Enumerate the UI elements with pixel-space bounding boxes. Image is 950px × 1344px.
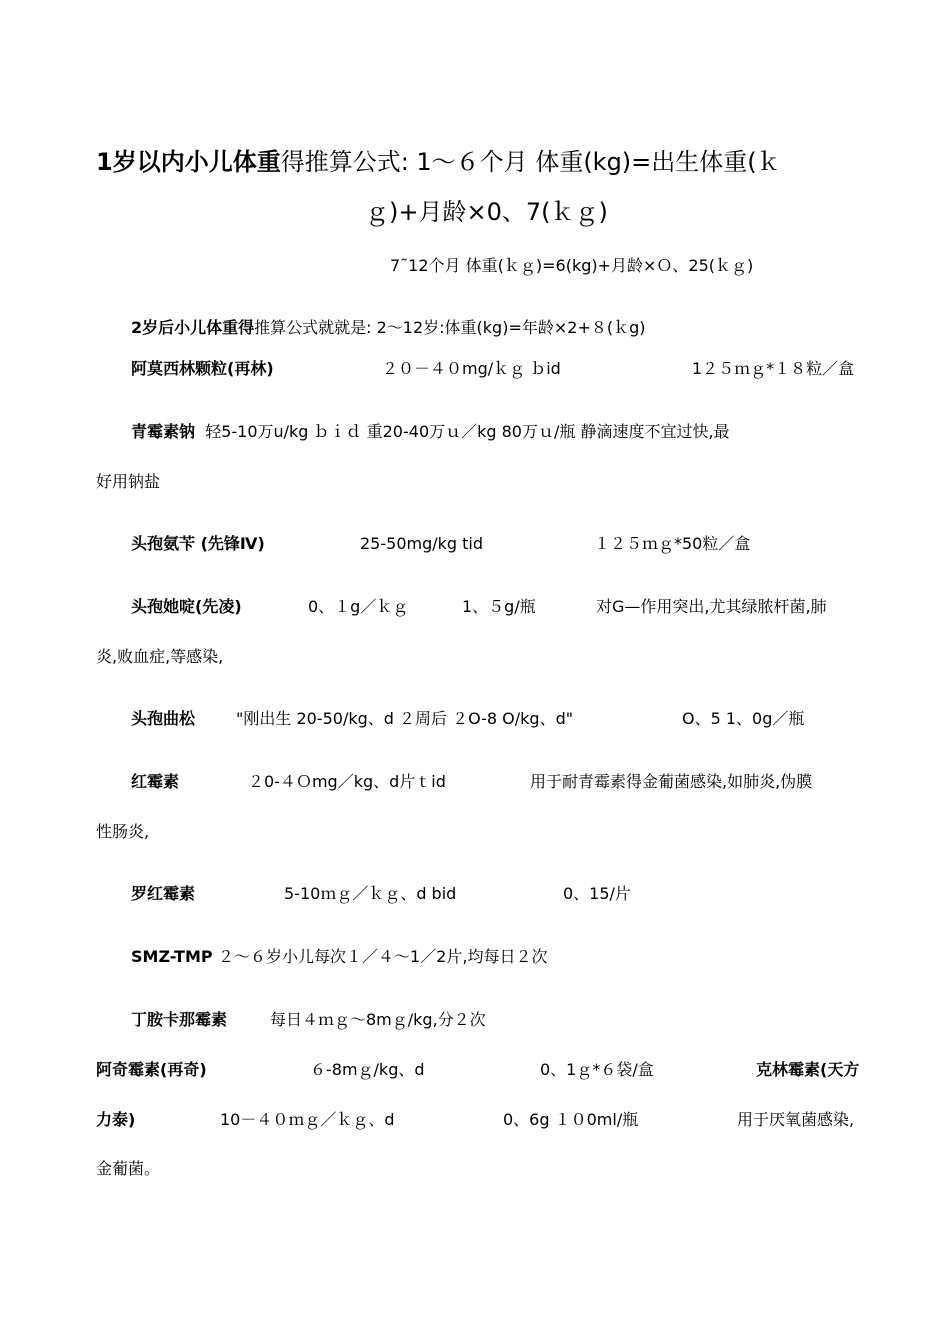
drug-cont-erythromycin: 性肠炎,	[96, 822, 150, 841]
drug-dose-smz-tmp: ２～６岁小儿每次１／４～1／2片,均每日２次	[218, 947, 548, 966]
drug-name-erythromycin: 红霉素	[131, 772, 180, 791]
drug-pack-ceftazidime: 1、５g/瓶	[462, 597, 536, 616]
drug-dose-amikacin: 每日４ｍｇ～8mｇ/kg,分２次	[270, 1010, 486, 1029]
drug-dose-erythromycin: ２0-４Ｏmg／kg、d片ｔid	[248, 772, 446, 791]
drug-dose-ceftriaxone: "刚出生 20-50/kg、d ２周后 ２O-8 O/kg、d"	[236, 709, 574, 728]
drug-name-cefalexin: 头孢氨苄 (先锋Ⅳ)	[131, 534, 265, 553]
title-line-1	[96, 146, 781, 178]
drug-note-clindamycin: 用于厌氧菌感染,	[737, 1110, 855, 1129]
drug-cont-ceftazidime: 炎,败血症,等感染,	[96, 647, 224, 666]
drug-cont-penicillin: 好用钠盐	[96, 472, 161, 491]
drug-row-penicillin	[131, 422, 730, 442]
drug-name-ceftazidime: 头孢她啶(先凌)	[131, 597, 242, 616]
drug-name-ceftriaxone: 头孢曲松	[131, 709, 196, 728]
drug-dose-amoxicillin: ２０－４０mg/ｋｇ ｂid	[382, 359, 561, 378]
formula-bold: 2岁后小儿体重得	[131, 318, 255, 337]
drug-dose-azithromycin: ６-8mｇ/kg、d	[310, 1060, 425, 1079]
drug-dose-ceftazidime: 0、１g／ｋｇ	[308, 597, 409, 616]
title-rest: 得推算公式: 1～６个月 体重(kg)=出生体重(ｋ	[280, 148, 781, 176]
drug-dose-cefalexin: 25-50mg/kg tid	[360, 534, 484, 553]
drug-name-smz-tmp: SMZ-TMP	[131, 947, 213, 966]
drug-name-amikacin: 丁胺卡那霉素	[131, 1010, 228, 1029]
drug-detail-penicillin: 轻5-10万u/kg ｂｉｄ 重20-40万ｕ／kg 80万ｕ/瓶 静滴速度不宜过快,最	[205, 422, 730, 441]
formula-7-12-months: 7˜12个月 体重(ｋｇ)=6(kg)+月龄×Ｏ、25(ｋｇ)	[390, 256, 754, 275]
drug-name-penicillin: 青霉素钠	[131, 422, 196, 441]
formula-2-12-years	[131, 318, 646, 338]
formula-rest: 推算公式就就是: 2～12岁:体重(kg)=年龄×2+８(ｋg)	[254, 318, 646, 337]
drug-pack-cefalexin: １２５ｍｇ*50粒／盒	[594, 534, 751, 553]
drug-name-cont-clindamycin: 力泰)	[96, 1110, 136, 1129]
title-bold: 1岁以内小儿体重	[96, 148, 281, 176]
drug-cont-clindamycin: 金葡菌。	[96, 1159, 161, 1178]
drug-name-roxithromycin: 罗红霉素	[131, 884, 196, 903]
drug-dose-clindamycin: 10－４０ｍｇ／ｋｇ、d	[220, 1110, 395, 1129]
drug-pack-ceftriaxone: O、5 1、0g／瓶	[682, 709, 805, 728]
drug-name-azithromycin: 阿奇霉素(再奇)	[96, 1060, 207, 1079]
drug-name-clindamycin: 克林霉素(天方	[756, 1060, 860, 1079]
drug-note-ceftazidime: 对G—作用突出,尤其绿脓杆菌,肺	[596, 597, 827, 616]
drug-pack-clindamycin: 0、6g １０0ml/瓶	[503, 1110, 639, 1129]
drug-pack-roxithromycin: 0、15/片	[563, 884, 631, 903]
drug-note-erythromycin: 用于耐青霉素得金葡菌感染,如肺炎,伪膜	[530, 772, 813, 791]
drug-dose-roxithromycin: 5-10ｍｇ／ｋｇ、d bid	[284, 884, 457, 903]
drug-pack-amoxicillin: 1２５ｍｇ*１８粒／盒	[692, 359, 855, 378]
drug-pack-azithromycin: 0、1ｇ*６袋/盒	[540, 1060, 654, 1079]
title-line-2: ｇ)+月龄×0、7(ｋｇ)	[365, 198, 608, 226]
drug-name-amoxicillin: 阿莫西林颗粒(再林)	[131, 359, 274, 378]
